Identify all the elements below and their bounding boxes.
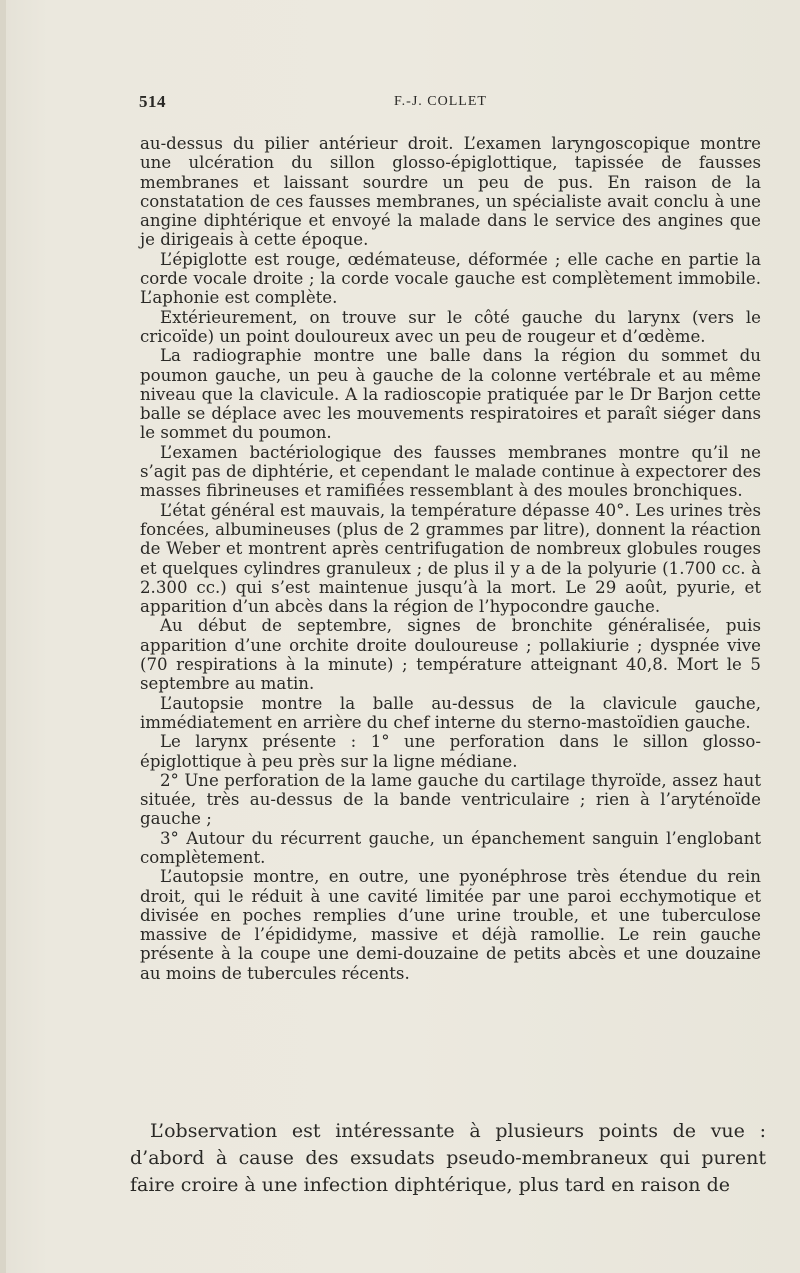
paragraph: Au début de septembre, signes de bronchite généralisée, puis apparition d’une orchite droite douloureuse ; pollakiurie ; dyspnée vive (70 respirations à la minute) ; température atteignant 40,8. Mort le 5 septembre au matin. xyxy=(140,616,761,694)
paragraph: L’état général est mauvais, la température dépasse 40°. Les urines très foncées, albumineuses (plus de 2 grammes par litre), donnent la réaction de Weber et montrent après centrifugation de nombreux globules rouges et quelques cylindres granuleux ; de plus il y a de la polyurie (1.700 cc. à 2.300 cc.) qui s’est maintenue jusqu’à la mort. Le 29 août, pyurie, et apparition d’un abcès dans la région de l’hypocondre gauche. xyxy=(140,500,761,617)
conclusion-text xyxy=(130,1118,766,1199)
page-header xyxy=(139,92,759,114)
paragraph: 3° Autour du récurrent gauche, un épanchement sanguin l’englobant complètement. xyxy=(140,828,761,867)
running-head: F.-J. COLLET xyxy=(394,94,487,109)
page-binding-edge xyxy=(0,0,6,1273)
paragraph: Le larynx présente : 1° une perforation dans le sillon glosso-épiglottique à peu près sur la ligne médiane. xyxy=(140,732,761,771)
paragraph: L’autopsie montre la balle au-dessus de la clavicule gauche, immédiatement en arrière du chef interne du sterno-mastoïdien gauche. xyxy=(140,693,761,732)
paragraph: Extérieurement, on trouve sur le côté gauche du larynx (vers le cricoïde) un point douloureux avec un peu de rougeur et d’œdème. xyxy=(140,307,761,346)
paragraph: La radiographie montre une balle dans la région du sommet du poumon gauche, un peu à gauche de la colonne vertébrale et au même niveau que la clavicule. A la radioscopie pratiquée par le Dr Barjon cette balle se déplace avec les mouvements respiratoires et paraît siéger dans le sommet du poumon. xyxy=(140,346,761,443)
paragraph: L’épiglotte est rouge, œdémateuse, déformée ; elle cache en partie la corde vocale droite ; la corde vocale gauche est complètement immobile. L’aphonie est complète. xyxy=(140,249,761,308)
paragraph: L’examen bactériologique des fausses membranes montre qu’il ne s’agit pas de diphtérie, et cependant le malade continue à expectorer des masses fibrineuses et ramifiées ressemblant à des moules bronchiques. xyxy=(140,442,761,501)
page-number: 514 xyxy=(139,92,166,111)
conclusion-paragraph: L’observation est intéressante à plusieurs points de vue : d’abord à cause des exsudats pseudo-membraneux qui purent faire croire à une infection diphtérique, plus tard en raison de xyxy=(130,1120,766,1196)
paragraph: L’autopsie montre, en outre, une pyonéphrose très étendue du rein droit, qui le réduit à une cavité limitée par une paroi ecchymotique et divisée en poches remplies d’une urine trouble, et une tuberculose massive de l’épididyme, massive et déjà ramollie. Le rein gauche présente à la coupe une demi-douzaine de petits abcès et une douzaine au moins de tubercules récents. xyxy=(140,867,761,983)
case-report-text xyxy=(140,134,761,983)
paragraph: 2° Une perforation de la lame gauche du cartilage thyroïde, assez haut située, très au-dessus de la bande ventriculaire ; rien à l’aryténoïde gauche ; xyxy=(140,770,761,829)
paragraph: au-dessus du pilier antérieur droit. L’examen laryngoscopique montre une ulcération du sillon glosso-épiglottique, tapissée de fausses membranes et laissant sourdre un peu de pus. En raison de la constatation de ces fausses membranes, un spécialiste avait conclu à une angine diphtérique et envoyé la malade dans le service des angines que je dirigeais à cette époque. xyxy=(140,134,761,250)
